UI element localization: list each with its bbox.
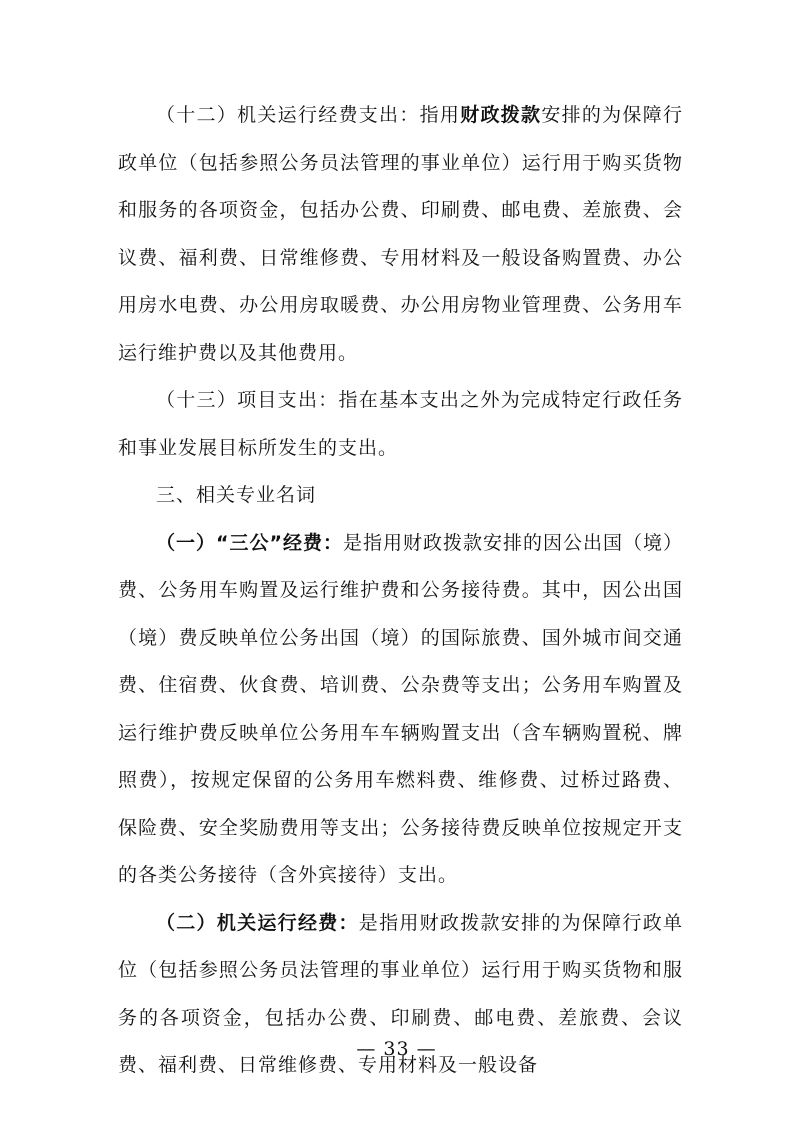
bold-term-fiscal-appropriation: 财政拨款 <box>460 104 542 126</box>
section-heading: 三、相关专业名词 <box>156 484 317 506</box>
paragraph-project-expenditure: （十三）项目支出：指在基本支出之外为完成特定行政任务和事业发展目标所发生的支出。 <box>118 389 683 459</box>
term-agency-operating-funds: （二）机关运行经费： <box>156 911 359 934</box>
paragraph-three-public-expenses <box>118 520 683 900</box>
page-number: — 33 — <box>356 1038 437 1060</box>
paragraph-agency-operating-funds <box>118 900 683 1090</box>
paragraph-text: 安排的为保障行政单位（包括参照公务员法管理的事业单位）运行用于购买货物和服务的各项资金，包括办公费、印刷费、邮电费、差旅费、会议费、福利费、日常维修费、专用材料及一般设备购置费、办公用房水电费、办公用房取暖费、办公用房物业管理费、公务用车运行维护费以及其他费用。 <box>118 104 683 364</box>
paragraph-office-operating-expenditure <box>118 92 683 377</box>
paragraph-text: （十二）机关运行经费支出：指用 <box>156 104 461 126</box>
definition-text: 是指用财政拨款安排的为保障行政单位（包括参照公务员法管理的事业单位）运行用于购买货物和服务的各项资金，包括办公费、印刷费、邮电费、差旅费、会议费、福利费、日常维修费、专用材料及一般设备 <box>118 911 683 1076</box>
definition-text: 是指用财政拨款安排的因公出国（境）费、公务用车购置及运行维护费和公务接待费。其中，因公出国（境）费反映单位公务出国（境）的国际旅费、国外城市间交通费、住宿费、伙食费、培训费、公杂费等支出；公务用车购置及运行维护费反映单位公务用车车辆购置支出（含车辆购置税、牌照费），按规定保留的公务用车燃料费、维修费、过桥过路费、保险费、安全奖励费用等支出；公务接待费反映单位按规定开支的各类公务接待（含外宾接待）支出。 <box>118 531 683 886</box>
term-three-public-expenses: （一）“三公”经费： <box>156 531 343 554</box>
document-body <box>118 92 683 1090</box>
